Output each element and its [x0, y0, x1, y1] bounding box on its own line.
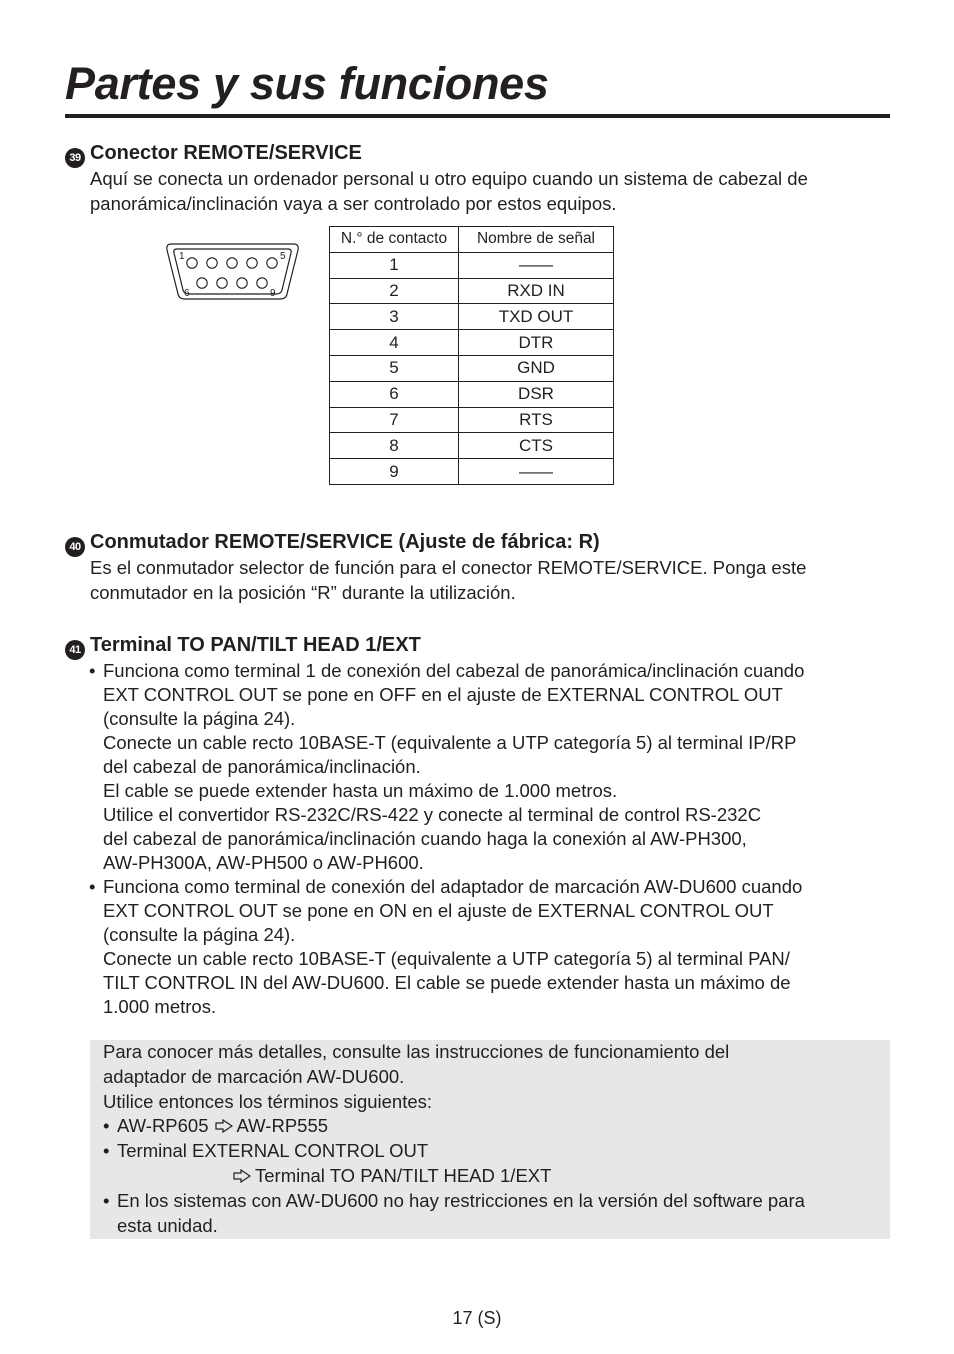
page-title: Partes y sus funciones	[65, 58, 549, 109]
text-line: El cable se puede extender hasta un máximo de 1.000 metros.	[103, 780, 618, 801]
table-row	[330, 381, 614, 407]
term-mapping-1	[103, 1114, 883, 1139]
table-header-row	[330, 227, 614, 253]
pin-number-cell: 4	[330, 330, 459, 356]
text-line: esta unidad.	[117, 1214, 218, 1236]
section-40-heading	[65, 530, 600, 557]
section-41-bullet-list	[87, 659, 887, 1019]
signal-name-cell: ——	[459, 459, 614, 485]
text-line: Funciona como terminal de conexión del adaptador de marcación AW-DU600 cuando	[103, 876, 803, 897]
note-content	[103, 1040, 883, 1238]
column-header-signal: Nombre de señal	[459, 227, 614, 253]
text-line: Aquí se conecta un ordenador personal u otro equipo cuando un sistema de cabezal de	[90, 168, 808, 189]
page-number: 17 (S)	[452, 1308, 502, 1328]
list-item	[87, 875, 887, 1019]
text-line: Funciona como terminal 1 de conexión del cabezal de panorámica/inclinación cuando	[103, 660, 805, 681]
pin-number-cell: 7	[330, 407, 459, 433]
arrow-right-icon	[233, 1169, 251, 1183]
pin-number-cell: 9	[330, 459, 459, 485]
list-item	[87, 659, 887, 875]
text-line: del cabezal de panorámica/inclinación cuando haga la conexión al AW-PH300,	[103, 828, 747, 849]
column-header-contact: N.° de contacto	[330, 227, 459, 253]
table-row	[330, 304, 614, 330]
section-heading-text: Terminal TO PAN/TILT HEAD 1/EXT	[90, 634, 421, 656]
bullet-marker: •	[89, 876, 96, 897]
text-line: Conecte un cable recto 10BASE-T (equivalente a UTP categoría 5) al terminal PAN/	[103, 948, 790, 969]
term-new: AW-RP555	[236, 1115, 329, 1137]
text-line: En los sistemas con AW-DU600 no hay restricciones en la versión del software para	[117, 1189, 805, 1211]
signal-name-cell: GND	[459, 355, 614, 381]
table-row	[330, 459, 614, 485]
section-39-text	[90, 167, 890, 216]
table-row	[330, 252, 614, 278]
arrow-right-icon	[215, 1119, 233, 1133]
pin-label-1: 1	[179, 251, 185, 262]
pin-number-cell: 2	[330, 278, 459, 304]
note-last-bullet	[103, 1189, 883, 1239]
signal-name-cell: ——	[459, 252, 614, 278]
text-line: AW-PH300A, AW-PH500 o AW-PH600.	[103, 852, 424, 873]
dsub9-connector-diagram	[165, 242, 300, 302]
section-39-heading	[65, 141, 362, 168]
section-number-badge: 41	[65, 640, 85, 660]
section-41-heading	[65, 633, 421, 660]
text-line: Para conocer más detalles, consulte las instrucciones de funcionamiento del	[103, 1041, 730, 1062]
pin-assignment-table	[329, 226, 614, 485]
text-line: adaptador de marcación AW-DU600.	[103, 1065, 405, 1087]
term-old: AW-RP605	[117, 1115, 209, 1137]
text-line: conmutador en la posición “R” durante la utilización.	[90, 581, 516, 603]
signal-name-cell: RTS	[459, 407, 614, 433]
pin-number-cell: 1	[330, 252, 459, 278]
signal-name-cell: DSR	[459, 381, 614, 407]
signal-name-cell: CTS	[459, 433, 614, 459]
section-number-badge: 40	[65, 537, 85, 557]
signal-name-cell: TXD OUT	[459, 304, 614, 330]
text-line: Conecte un cable recto 10BASE-T (equivalente a UTP categoría 5) al terminal IP/RP	[103, 732, 797, 753]
term-mapping-2-target	[103, 1164, 883, 1189]
text-line: EXT CONTROL OUT se pone en ON en el ajuste de EXTERNAL CONTROL OUT	[103, 900, 774, 921]
text-line: Utilice el convertidor RS-232C/RS-422 y conecte al terminal de control RS-232C	[103, 804, 762, 825]
text-line: 1.000 metros.	[103, 996, 217, 1017]
section-heading-text: Conmutador REMOTE/SERVICE (Ajuste de fábrica: R)	[90, 531, 600, 553]
bullet-marker: •	[103, 1140, 110, 1162]
table-row	[330, 330, 614, 356]
term-mapping-2	[103, 1139, 883, 1164]
text-line: panorámica/inclinación vaya a ser controlado por estos equipos.	[90, 192, 617, 214]
title-divider	[65, 114, 890, 118]
bullet-marker: •	[89, 660, 96, 681]
pin-label-6: 6	[184, 288, 190, 299]
pin-number-cell: 5	[330, 355, 459, 381]
section-heading-text: Conector REMOTE/SERVICE	[90, 142, 362, 164]
table-row	[330, 407, 614, 433]
text-line: Utilice entonces los términos siguientes:	[103, 1090, 433, 1112]
term-new: Terminal TO PAN/TILT HEAD 1/EXT	[255, 1164, 552, 1186]
note-box	[90, 1040, 890, 1239]
table-row	[330, 278, 614, 304]
text-line: EXT CONTROL OUT se pone en OFF en el ajuste de EXTERNAL CONTROL OUT	[103, 684, 783, 705]
signal-name-cell: RXD IN	[459, 278, 614, 304]
text-line: (consulte la página 24).	[103, 708, 296, 729]
signal-name-cell: DTR	[459, 330, 614, 356]
bullet-marker: •	[103, 1189, 110, 1211]
pin-label-5: 5	[280, 251, 286, 262]
pin-number-cell: 3	[330, 304, 459, 330]
table-row	[330, 355, 614, 381]
pin-number-cell: 8	[330, 433, 459, 459]
section-number-badge: 39	[65, 148, 85, 168]
term-old: Terminal EXTERNAL CONTROL OUT	[117, 1140, 429, 1162]
text-line: (consulte la página 24).	[103, 924, 296, 945]
pin-label-9: 9	[270, 288, 276, 299]
text-line: del cabezal de panorámica/inclinación.	[103, 756, 421, 777]
text-line: Es el conmutador selector de función para el conector REMOTE/SERVICE. Ponga este	[90, 557, 807, 578]
text-line: TILT CONTROL IN del AW-DU600. El cable se puede extender hasta un máximo de	[103, 972, 791, 993]
table-row	[330, 433, 614, 459]
pin-number-cell: 6	[330, 381, 459, 407]
section-40-text	[90, 556, 890, 605]
bullet-marker: •	[103, 1115, 110, 1137]
